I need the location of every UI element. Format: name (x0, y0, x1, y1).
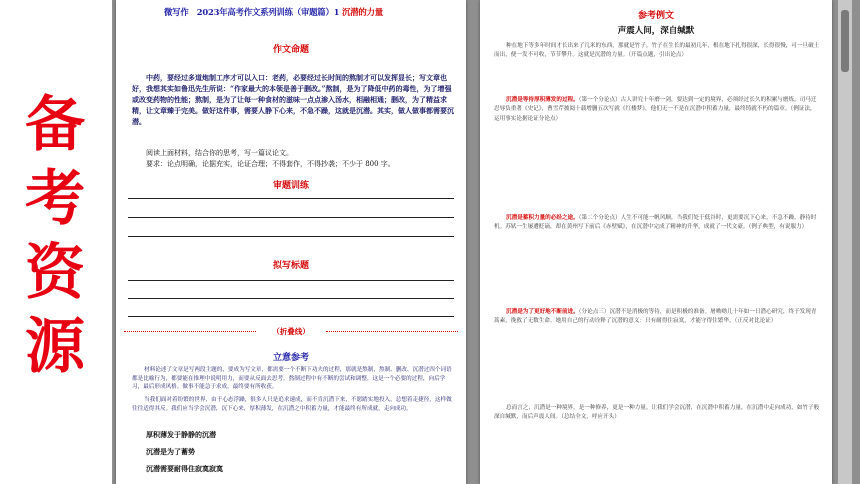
reference-title-item: 沉潜需要耐得住寂寞寂寞 (146, 464, 223, 473)
paragraph-body: （分论点三）沉潜不是消极的等待，而是积极的准备。屠呦呦几十年如一日潜心研究，终于发现青蒿素，挽救了无数生命。她用自己的行动诠释了沉潜的意义：只有耐得住寂寞，才能守得住繁华。（正反对比论证） (494, 309, 817, 325)
reference-paragraph: 材料论述了文章是写两段主题的，要成为写文章，都需要一个不断下功夫的过程，那就是熬制，熬制、删改、沉潜过四个词语都是比喻行为，都要能在推理中说明用力，而要从反面去思考。熬制过程中有不断的尝试和调整，这是一个必要的过程，向后学习，最后形成风格。做事不能急于求成，最终要有所收获。 (132, 367, 452, 391)
side-title-char: 资 (25, 238, 85, 308)
reference-title-item: 厚积薄发于静静的沉潜 (146, 430, 216, 439)
side-title-char: 考 (25, 164, 85, 234)
example-essay-heading: 参考例文 (637, 11, 674, 21)
paragraph-lead: 沉潜是蓄积力量的必经之途。 (506, 215, 579, 221)
answer-line (128, 198, 454, 199)
instruction-line: 阅读上面材料，结合你的思考，写一篇议论文。 (146, 149, 293, 157)
instruction-line: 要求：论点明确，论据充实，论证合理；不得套作，不得抄袭；不少于 800 字。 (146, 160, 395, 168)
document-title-highlight: 沉潜的力量 (342, 7, 383, 17)
answer-line (128, 217, 454, 218)
fold-dots-right (326, 331, 458, 332)
reference-title-item: 沉潜是为了蓄势 (146, 447, 195, 456)
section-heading-prompt: 作文命题 (272, 45, 309, 55)
essay-paragraph (494, 308, 820, 327)
essay-paragraph (494, 214, 820, 233)
paragraph-body: （第二个分论点）人生不可能一帆风顺，当我们处于低谷时，更需要沉下心来，不急不躁，静待时机。苏轼一生屡遭贬谪，却在黄州写下前后《赤壁赋》，在沉潜中完成了精神的升华，成就了一代文豪。（例子典型，有说服力） (494, 215, 817, 231)
paragraph-lead: 沉潜是等待厚积薄发的过程。 (506, 97, 579, 103)
document-page-right (480, 0, 832, 484)
answer-line (128, 236, 454, 237)
essay-intro: 种在地下等多年时间才长出来了几米的东西，那就是竹子。竹子在生长的最初几年，根在地下扎得很深，长得很慢，可一旦破土而出，便一发不可收，节节攀升。这就是沉潜的力量。（开篇点题，引出论点） (494, 43, 820, 59)
side-title-char: 备 (25, 90, 85, 160)
reference-paragraph: 当我们面对着纷繁的世界，由于心态浮躁，很多人只是追求速成，而不肯沉潜下来，不愿踏实地投入，总想着走捷径，这样做往往适得其反。我们应当学会沉潜，沉下心来，厚积薄发，在沉潜之中积蓄力量，才能最终有所成就，走向成功。 (132, 397, 452, 412)
paragraph-lead: 沉潜是为了更好地不断前进。 (506, 309, 579, 315)
prompt-paragraph: 中药，要经过多道炮制工序才可以入口：老药，必要经过长时间的熬制才可以发挥显长；写文章也好，我想其实如鲁迅先生所说：“作家最大的本领是善于删改。”熬制，是为了降低中药的毒性，为了增强或改变药物的性能；熬制，是为了让每一种食材的滋味一点点渗入汤水，相融相通；删改，为了精益求精，让文章臻于完美。做好这件事，需要人静下心来，不急不躁，这就是沉潜。其实，做人做事都需要沉潜。 (132, 73, 454, 126)
vertical-scrollbar[interactable] (838, 0, 852, 484)
fold-line (124, 326, 458, 336)
section-heading-review: 审题训练 (272, 181, 309, 191)
essay-title: 声震人间，深自缄默 (617, 26, 695, 36)
section-heading-titles: 拟写标题 (272, 261, 309, 271)
essay-conclusion: 总而言之，沉潜是一种境界，是一种修养，更是一种力量。让我们学会沉潜，在沉潜中积蓄力量，在沉潜中走向成功，如竹子般深自缄默，而后声震人间。（总结全文，呼应开头） (494, 405, 820, 421)
fold-dots-left (124, 331, 256, 332)
fold-label: （折叠线） (272, 327, 310, 336)
scrollbar-thumb[interactable] (841, 10, 849, 72)
document-title (164, 6, 464, 18)
section-heading-reference: 立意参考 (272, 353, 309, 363)
answer-line (128, 316, 454, 317)
paragraph-body: （第一个分论点）古人讲究十年磨一剑，要达到一定的境界，必须经过长久的积累与磨炼。司马迁忍辱负重著《史记》，曹雪芹披阅十载增删五次写就《红楼梦》，他们无一不是在沉潜中积蓄力量，最终铸就不朽的篇章。（例证法，运用事实论据论证分论点） (494, 97, 817, 122)
side-title (14, 88, 96, 384)
document-title-prefix: 微写作 2023年高考作文系列训练（审题篇）1 (164, 7, 343, 17)
essay-paragraph (494, 96, 820, 124)
document-page-left (116, 0, 466, 484)
side-title-char: 源 (25, 312, 85, 382)
answer-line (128, 298, 454, 299)
answer-line (128, 280, 454, 281)
